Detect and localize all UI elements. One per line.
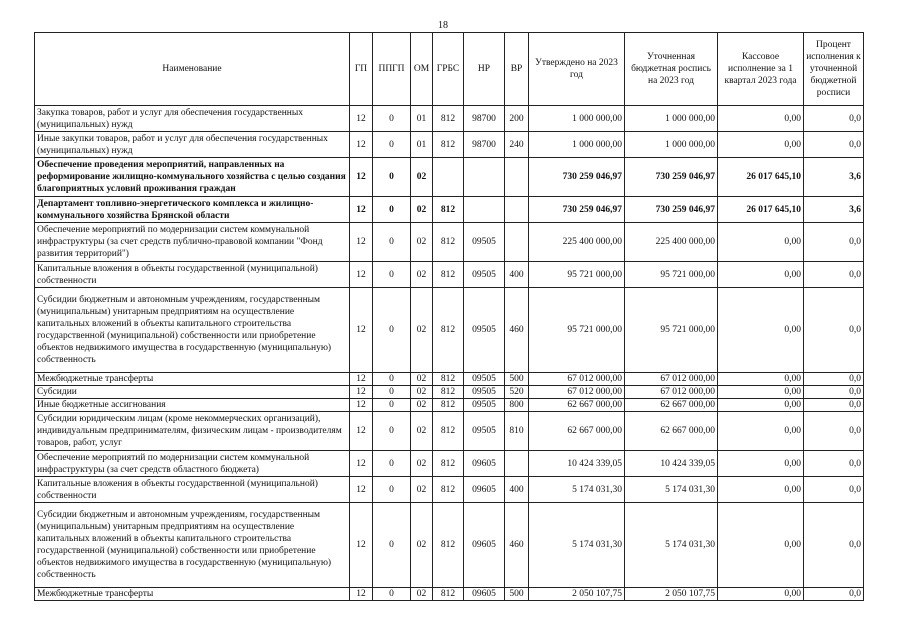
page-number: 18 <box>438 20 448 31</box>
cell-clarified: 62 667 000,00 <box>625 412 718 451</box>
cell-name: Субсидии бюджетным и автономным учреждениям, государственным (муниципальным) унитарным предприятиям на осуществление капитальных вложений в объекты капитального строительства государственной (муниципальной) собственности или приобретение объектов недвижимого имущества в государственную (муниципальную) собственность <box>35 288 350 373</box>
cell-om: 02 <box>411 588 433 601</box>
cell-cash: 26 017 645,10 <box>718 197 804 223</box>
cell-om: 02 <box>411 223 433 262</box>
cell-clarified: 67 012 000,00 <box>625 373 718 386</box>
header-clarified: Уточненная бюджетная роспись на 2023 год <box>625 33 718 106</box>
table-row <box>35 451 864 477</box>
cell-name: Субсидии <box>35 386 350 399</box>
cell-pgp: 0 <box>373 412 411 451</box>
cell-vr <box>505 451 529 477</box>
cell-grbs: 812 <box>433 373 464 386</box>
cell-grbs: 812 <box>433 288 464 373</box>
header-np: НР <box>464 33 505 106</box>
cell-clarified: 1 000 000,00 <box>625 106 718 132</box>
cell-approved: 225 400 000,00 <box>529 223 625 262</box>
cell-approved: 95 721 000,00 <box>529 288 625 373</box>
cell-clarified: 95 721 000,00 <box>625 288 718 373</box>
cell-grbs: 812 <box>433 262 464 288</box>
header-approved: Утверждено на 2023 год <box>529 33 625 106</box>
table-row <box>35 223 864 262</box>
cell-np <box>464 158 505 197</box>
cell-pgp: 0 <box>373 132 411 158</box>
cell-approved: 95 721 000,00 <box>529 262 625 288</box>
header-cash: Кассовое исполнение за 1 квартал 2023 года <box>718 33 804 106</box>
cell-cash: 0,00 <box>718 373 804 386</box>
cell-percent: 0,0 <box>804 223 864 262</box>
header-vr: ВР <box>505 33 529 106</box>
cell-pgp: 0 <box>373 223 411 262</box>
cell-approved: 1 000 000,00 <box>529 106 625 132</box>
cell-np: 09505 <box>464 386 505 399</box>
cell-percent: 0,0 <box>804 412 864 451</box>
table-row <box>35 503 864 588</box>
cell-cash: 0,00 <box>718 451 804 477</box>
cell-gp: 12 <box>350 503 373 588</box>
cell-om: 02 <box>411 477 433 503</box>
cell-name: Иные закупки товаров, работ и услуг для обеспечения государственных (муниципальных) нужд <box>35 132 350 158</box>
cell-approved: 1 000 000,00 <box>529 132 625 158</box>
cell-name: Межбюджетные трансферты <box>35 373 350 386</box>
cell-vr: 200 <box>505 106 529 132</box>
table-row <box>35 588 864 601</box>
cell-om: 02 <box>411 373 433 386</box>
cell-vr: 800 <box>505 399 529 412</box>
cell-pgp: 0 <box>373 373 411 386</box>
cell-gp: 12 <box>350 386 373 399</box>
cell-vr <box>505 197 529 223</box>
cell-pgp: 0 <box>373 197 411 223</box>
cell-clarified: 5 174 031,30 <box>625 477 718 503</box>
cell-percent: 0,0 <box>804 386 864 399</box>
table-row <box>35 288 864 373</box>
cell-approved: 62 667 000,00 <box>529 412 625 451</box>
cell-om: 02 <box>411 262 433 288</box>
cell-cash: 0,00 <box>718 477 804 503</box>
cell-grbs: 812 <box>433 399 464 412</box>
cell-percent: 0,0 <box>804 399 864 412</box>
cell-cash: 0,00 <box>718 503 804 588</box>
table-row <box>35 373 864 386</box>
cell-om: 02 <box>411 386 433 399</box>
cell-grbs: 812 <box>433 386 464 399</box>
cell-clarified: 67 012 000,00 <box>625 386 718 399</box>
cell-vr: 810 <box>505 412 529 451</box>
cell-percent: 0,0 <box>804 373 864 386</box>
cell-approved: 730 259 046,97 <box>529 158 625 197</box>
cell-np: 09605 <box>464 451 505 477</box>
cell-name: Субсидии юридическим лицам (кроме некоммерческих организаций), индивидуальным предпринимателям, физическим лицам - производителям товаров, работ, услуг <box>35 412 350 451</box>
cell-clarified: 5 174 031,30 <box>625 503 718 588</box>
cell-om: 01 <box>411 132 433 158</box>
cell-pgp: 0 <box>373 588 411 601</box>
cell-np: 09505 <box>464 373 505 386</box>
cell-grbs: 812 <box>433 197 464 223</box>
cell-grbs <box>433 158 464 197</box>
cell-om: 02 <box>411 451 433 477</box>
cell-gp: 12 <box>350 412 373 451</box>
cell-np: 98700 <box>464 106 505 132</box>
cell-gp: 12 <box>350 197 373 223</box>
cell-grbs: 812 <box>433 588 464 601</box>
table-row <box>35 412 864 451</box>
cell-vr: 400 <box>505 262 529 288</box>
cell-clarified: 95 721 000,00 <box>625 262 718 288</box>
cell-grbs: 812 <box>433 223 464 262</box>
cell-percent: 0,0 <box>804 106 864 132</box>
cell-grbs: 812 <box>433 451 464 477</box>
cell-percent: 0,0 <box>804 477 864 503</box>
cell-percent: 0,0 <box>804 288 864 373</box>
cell-name: Субсидии бюджетным и автономным учреждениям, государственным (муниципальным) унитарным предприятиям на осуществление капитальных вложений в объекты капитального строительства государственной (муниципальной) собственности или приобретение объектов недвижимого имущества в государственную (муниципальную) собственность <box>35 503 350 588</box>
cell-clarified: 2 050 107,75 <box>625 588 718 601</box>
cell-gp: 12 <box>350 132 373 158</box>
cell-percent: 3,6 <box>804 197 864 223</box>
cell-vr: 460 <box>505 503 529 588</box>
cell-gp: 12 <box>350 106 373 132</box>
cell-om: 02 <box>411 412 433 451</box>
cell-np <box>464 197 505 223</box>
cell-percent: 0,0 <box>804 588 864 601</box>
cell-gp: 12 <box>350 588 373 601</box>
cell-cash: 0,00 <box>718 223 804 262</box>
cell-name: Межбюджетные трансферты <box>35 588 350 601</box>
cell-grbs: 812 <box>433 477 464 503</box>
cell-gp: 12 <box>350 477 373 503</box>
cell-name: Капитальные вложения в объекты государственной (муниципальной) собственности <box>35 262 350 288</box>
cell-om: 02 <box>411 158 433 197</box>
header-gp: ГП <box>350 33 373 106</box>
cell-cash: 0,00 <box>718 106 804 132</box>
table-row <box>35 197 864 223</box>
cell-gp: 12 <box>350 451 373 477</box>
cell-name: Иные бюджетные ассигнования <box>35 399 350 412</box>
cell-vr: 500 <box>505 588 529 601</box>
cell-approved: 2 050 107,75 <box>529 588 625 601</box>
cell-pgp: 0 <box>373 288 411 373</box>
cell-clarified: 730 259 046,97 <box>625 158 718 197</box>
cell-approved: 730 259 046,97 <box>529 197 625 223</box>
cell-clarified: 225 400 000,00 <box>625 223 718 262</box>
cell-gp: 12 <box>350 223 373 262</box>
cell-cash: 26 017 645,10 <box>718 158 804 197</box>
cell-vr: 520 <box>505 386 529 399</box>
cell-np: 09605 <box>464 477 505 503</box>
cell-cash: 0,00 <box>718 588 804 601</box>
cell-np: 09505 <box>464 262 505 288</box>
cell-pgp: 0 <box>373 451 411 477</box>
cell-cash: 0,00 <box>718 386 804 399</box>
cell-gp: 12 <box>350 262 373 288</box>
cell-approved: 62 667 000,00 <box>529 399 625 412</box>
cell-pgp: 0 <box>373 503 411 588</box>
table-row <box>35 106 864 132</box>
cell-om: 01 <box>411 106 433 132</box>
table-row <box>35 158 864 197</box>
cell-vr <box>505 158 529 197</box>
cell-name: Обеспечение мероприятий по модернизации систем коммунальной инфраструктуры (за счет средств областного бюджета) <box>35 451 350 477</box>
cell-cash: 0,00 <box>718 412 804 451</box>
cell-approved: 5 174 031,30 <box>529 503 625 588</box>
cell-np: 09605 <box>464 588 505 601</box>
cell-gp: 12 <box>350 288 373 373</box>
cell-percent: 0,0 <box>804 132 864 158</box>
cell-percent: 0,0 <box>804 262 864 288</box>
cell-np: 09505 <box>464 288 505 373</box>
header-grbs: ГРБС <box>433 33 464 106</box>
table-header-row <box>35 33 864 106</box>
cell-clarified: 10 424 339,05 <box>625 451 718 477</box>
cell-gp: 12 <box>350 158 373 197</box>
cell-om: 02 <box>411 288 433 373</box>
cell-vr: 240 <box>505 132 529 158</box>
cell-percent: 0,0 <box>804 451 864 477</box>
header-name: Наименование <box>35 33 350 106</box>
table-row <box>35 132 864 158</box>
cell-grbs: 812 <box>433 503 464 588</box>
cell-name: Капитальные вложения в объекты государственной (муниципальной) собственности <box>35 477 350 503</box>
cell-np: 09605 <box>464 503 505 588</box>
header-om: ОМ <box>411 33 433 106</box>
cell-clarified: 730 259 046,97 <box>625 197 718 223</box>
cell-cash: 0,00 <box>718 262 804 288</box>
cell-om: 02 <box>411 399 433 412</box>
cell-percent: 3,6 <box>804 158 864 197</box>
cell-name: Закупка товаров, работ и услуг для обеспечения государственных (муниципальных) нужд <box>35 106 350 132</box>
table-body <box>35 106 864 601</box>
cell-approved: 5 174 031,30 <box>529 477 625 503</box>
cell-percent: 0,0 <box>804 503 864 588</box>
cell-grbs: 812 <box>433 132 464 158</box>
cell-vr: 400 <box>505 477 529 503</box>
cell-np: 98700 <box>464 132 505 158</box>
cell-approved: 67 012 000,00 <box>529 373 625 386</box>
cell-gp: 12 <box>350 399 373 412</box>
cell-approved: 10 424 339,05 <box>529 451 625 477</box>
cell-name: Департамент топливно-энергетического комплекса и жилищно-коммунального хозяйства Брянской области <box>35 197 350 223</box>
cell-name: Обеспечение мероприятий по модернизации систем коммунальной инфраструктуры (за счет средств публично-правовой компании "Фонд развития территорий") <box>35 223 350 262</box>
cell-pgp: 0 <box>373 386 411 399</box>
cell-pgp: 0 <box>373 477 411 503</box>
cell-grbs: 812 <box>433 412 464 451</box>
cell-vr: 460 <box>505 288 529 373</box>
cell-vr <box>505 223 529 262</box>
cell-pgp: 0 <box>373 262 411 288</box>
cell-clarified: 1 000 000,00 <box>625 132 718 158</box>
cell-pgp: 0 <box>373 399 411 412</box>
cell-gp: 12 <box>350 373 373 386</box>
budget-table <box>34 32 864 601</box>
cell-cash: 0,00 <box>718 132 804 158</box>
cell-om: 02 <box>411 197 433 223</box>
table-row <box>35 262 864 288</box>
cell-approved: 67 012 000,00 <box>529 386 625 399</box>
cell-cash: 0,00 <box>718 288 804 373</box>
cell-vr: 500 <box>505 373 529 386</box>
cell-name: Обеспечение проведения мероприятий, направленных на реформирование жилищно-коммунального хозяйства с целью создания благоприятных условий проживания граждан <box>35 158 350 197</box>
cell-clarified: 62 667 000,00 <box>625 399 718 412</box>
cell-np: 09505 <box>464 223 505 262</box>
table-row <box>35 477 864 503</box>
cell-np: 09505 <box>464 399 505 412</box>
cell-om: 02 <box>411 503 433 588</box>
header-percent: Процент исполнения к уточненной бюджетной росписи <box>804 33 864 106</box>
cell-pgp: 0 <box>373 106 411 132</box>
cell-grbs: 812 <box>433 106 464 132</box>
table-row <box>35 399 864 412</box>
cell-pgp: 0 <box>373 158 411 197</box>
cell-cash: 0,00 <box>718 399 804 412</box>
table-row <box>35 386 864 399</box>
cell-np: 09505 <box>464 412 505 451</box>
header-pgp: ППГП <box>373 33 411 106</box>
